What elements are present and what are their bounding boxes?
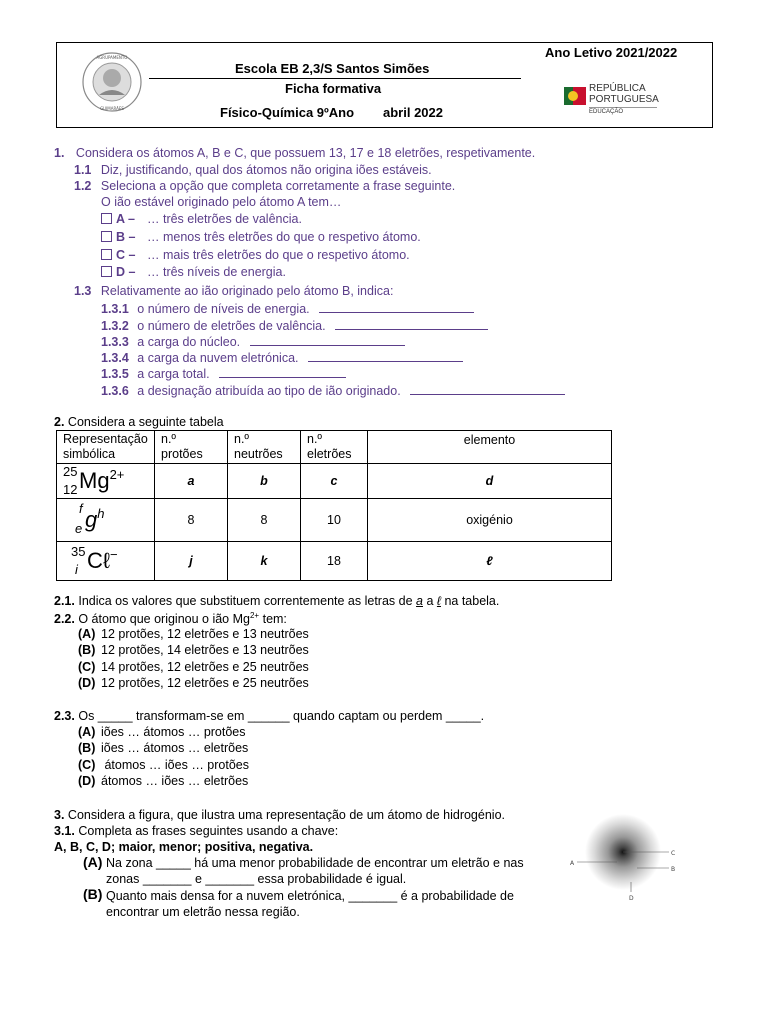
- option-label: (A): [78, 627, 96, 641]
- header-symbolic: Representação simbólica: [57, 431, 155, 464]
- option-label: (D): [78, 774, 96, 788]
- q2-3-option-b[interactable]: [78, 741, 248, 755]
- q1-3-4: [101, 350, 463, 365]
- q3-1-text: Completa as frases seguintes usando a chave:: [78, 824, 339, 838]
- option-text: 14 protões, 12 eletrões e 25 neutrões: [101, 660, 309, 674]
- table-row: [57, 464, 612, 499]
- q1-3-2-number: 1.3.2: [101, 319, 129, 333]
- option-text: iões … átomos … eletrões: [101, 741, 249, 755]
- q2-2: [54, 611, 287, 626]
- q1-3-3-number: 1.3.3: [101, 335, 129, 349]
- q1-3-1-text: o número de níveis de energia.: [137, 302, 310, 316]
- q1-3-text: Relativamente ao ião originado pelo átomo B, indica:: [100, 284, 394, 298]
- cell-protons: 8: [155, 499, 228, 542]
- option-d-text: … três níveis de energia.: [147, 265, 286, 279]
- school-year: Ano Letivo 2021/2022: [545, 45, 678, 60]
- republic-line3: EDUCAÇÃO: [589, 109, 624, 115]
- hydrogen-atom-figure: [565, 810, 685, 905]
- q2: [54, 415, 224, 429]
- sheet-title: Ficha formativa: [285, 81, 382, 96]
- q1-1-text: Diz, justificando, qual dos átomos não origina iões estáveis.: [100, 163, 432, 177]
- table-row: [57, 499, 612, 542]
- atomic-number: e: [75, 521, 83, 536]
- republic-line1: REPÚBLICA: [589, 83, 646, 94]
- ion-charge: h: [97, 506, 105, 521]
- q1-2-option-b[interactable]: [101, 230, 421, 244]
- q1-3-6-text: a designação atribuída ao tipo de ião originado.: [137, 384, 401, 398]
- option-text: átomos … iões … protões: [101, 758, 249, 772]
- q3-1: [54, 824, 338, 838]
- q2-3-option-c[interactable]: [78, 758, 249, 772]
- q1-3-2-text: o número de eletrões de valência.: [137, 319, 326, 333]
- q2-1-number: 2.1.: [54, 594, 75, 608]
- symbol-cell: [57, 499, 155, 542]
- q1-3-3-text: a carga do núcleo.: [137, 335, 241, 349]
- q1-2-stem: O ião estável originado pelo átomo A tem…: [101, 195, 342, 209]
- answer-blank-1-3-6[interactable]: [410, 383, 565, 395]
- q1-2: [74, 179, 455, 193]
- option-label: (B): [78, 643, 96, 657]
- q2-2-text-b: tem:: [262, 612, 287, 627]
- q3-a-line2: zonas _______ e _______ essa probabilidade é igual.: [106, 872, 407, 886]
- q3-key: A, B, C, D; maior, menor; positiva, negativa.: [54, 840, 314, 854]
- mass-number: 25: [63, 464, 78, 479]
- q3-number: 3.: [54, 808, 65, 822]
- q2-2-text-a: O átomo que originou o ião Mg: [78, 612, 250, 627]
- svg-text:GUIMARÃES: GUIMARÃES: [100, 106, 124, 111]
- table-row: [57, 542, 612, 581]
- q1-2-option-d[interactable]: [101, 265, 286, 279]
- q3-b-line2: encontrar um eletrão nessa região.: [106, 905, 300, 919]
- option-text: 12 protões, 12 eletrões e 25 neutrões: [101, 676, 309, 690]
- mass-number: 35: [71, 544, 86, 559]
- answer-blank-1-3-5[interactable]: [219, 366, 346, 378]
- school-name: Escola EB 2,3/S Santos Simões: [235, 61, 430, 76]
- cell-element: ℓ: [368, 542, 612, 581]
- q3-a-line1: Na zona _____ há uma menor probabilidade de encontrar um eletrão e nas: [106, 856, 524, 870]
- q2-1-letter-a: a: [416, 594, 423, 608]
- q1-2-number: 1.2: [74, 179, 92, 193]
- q3-a-label: (A): [83, 854, 103, 870]
- q2-1-mid: a: [426, 594, 434, 608]
- ion-charge: 2+: [109, 467, 125, 482]
- q2-3-number: 2.3.: [54, 709, 75, 723]
- option-text: átomos … iões … eletrões: [101, 774, 249, 788]
- ion-charge: −: [110, 547, 118, 562]
- q2-number: 2.: [54, 415, 65, 429]
- atomic-number: i: [75, 562, 78, 577]
- q1-number: 1.: [54, 146, 65, 160]
- date: abril 2022: [383, 105, 443, 120]
- cell-protons: a: [155, 464, 228, 499]
- q1-3-5-text: a carga total.: [137, 367, 210, 381]
- cell-electrons: c: [301, 464, 368, 499]
- header-divider: [149, 78, 521, 79]
- q1-1-number: 1.1: [74, 163, 92, 177]
- header-protons: n.º protões: [155, 431, 228, 464]
- option-label: (C): [78, 758, 96, 772]
- option-b-text: … menos três eletrões do que o respetivo átomo.: [147, 230, 421, 244]
- q1-3-2: [101, 318, 488, 333]
- option-a-label: A –: [116, 212, 135, 226]
- republic-flag-icon: [564, 85, 586, 107]
- atomic-number: 12: [63, 482, 78, 497]
- checkbox-c[interactable]: [101, 249, 112, 260]
- header-box: [56, 42, 713, 128]
- q1-1: [74, 163, 432, 177]
- option-label: (C): [78, 660, 96, 674]
- q2-3-text: Os _____ transformam-se em ______ quando captam ou perdem _____.: [78, 709, 485, 723]
- q1-3-3: [101, 334, 405, 349]
- q1: [54, 146, 535, 160]
- q2-1: [54, 594, 499, 608]
- header-element: elemento: [368, 431, 612, 464]
- republic-line2: PORTUGUESA: [589, 94, 659, 105]
- q1-3-5: [101, 366, 346, 381]
- q1-3-4-number: 1.3.4: [101, 351, 129, 365]
- element-symbol: Mg: [79, 468, 110, 493]
- q2-1-letter-l: ℓ: [436, 594, 441, 608]
- q1-3-6: [101, 383, 565, 398]
- fig-label-a: A: [570, 860, 575, 867]
- option-label: (A): [78, 725, 96, 739]
- fig-label-c: C: [671, 850, 676, 857]
- cell-element: d: [368, 464, 612, 499]
- q2-2-option-a[interactable]: [78, 627, 309, 641]
- q2-2-charge: 2+: [249, 611, 260, 620]
- cell-element: oxigénio: [368, 499, 612, 542]
- cell-electrons: 10: [301, 499, 368, 542]
- table-header-row: [57, 431, 612, 464]
- option-text: 12 protões, 12 eletrões e 13 neutrões: [101, 627, 309, 641]
- cell-neutrons: 8: [228, 499, 301, 542]
- q1-2-option-a[interactable]: [101, 212, 302, 226]
- option-a-text: … três eletrões de valência.: [147, 212, 302, 226]
- fig-label-d: D: [629, 895, 634, 902]
- q3-1-number: 3.1.: [54, 824, 75, 838]
- checkbox-a[interactable]: [101, 213, 112, 224]
- q1-3-1: [101, 301, 474, 316]
- checkbox-b[interactable]: [101, 231, 112, 242]
- option-text: iões … átomos … protões: [101, 725, 246, 739]
- cell-neutrons: b: [228, 464, 301, 499]
- q3-b-line1: Quanto mais densa for a nuvem eletrónica, _______ é a probabilidade de: [106, 889, 514, 903]
- q3-b-label: (B): [83, 886, 103, 902]
- header-electrons: n.º eletrões: [301, 431, 368, 464]
- q2-2-number: 2.2.: [54, 612, 75, 627]
- symbol-cl: [71, 544, 118, 577]
- fig-label-b: B: [671, 866, 676, 873]
- answer-blank-1-3-4[interactable]: [308, 350, 463, 362]
- q2-1-end: na tabela.: [444, 594, 500, 608]
- cell-neutrons: k: [228, 542, 301, 581]
- q3-text: Considera a figura, que ilustra uma representação de um átomo de hidrogénio.: [67, 808, 505, 822]
- option-d-label: D –: [116, 265, 136, 279]
- school-seal-logo: [81, 51, 143, 113]
- q2-2-option-c[interactable]: [78, 660, 309, 674]
- header-neutrons: n.º neutrões: [228, 431, 301, 464]
- element-symbol: Cℓ: [87, 548, 110, 573]
- q1-3-6-number: 1.3.6: [101, 384, 129, 398]
- subject: Físico-Química 9ºAno: [220, 105, 355, 120]
- answer-blank-1-3-1[interactable]: [319, 301, 474, 313]
- q1-2-option-c[interactable]: [101, 248, 410, 262]
- element-symbol: g: [85, 507, 98, 532]
- q3: [54, 808, 505, 822]
- q1-3-number: 1.3: [74, 284, 92, 298]
- q2-3-option-a[interactable]: [78, 725, 246, 739]
- option-label: (B): [78, 741, 96, 755]
- answer-blank-1-3-2[interactable]: [335, 318, 488, 330]
- symbol-g: [75, 501, 105, 536]
- q1-3-4-text: a carga da nuvem eletrónica.: [137, 351, 299, 365]
- option-label: (D): [78, 676, 96, 690]
- q1-3-5-number: 1.3.5: [101, 367, 129, 381]
- option-text: 12 protões, 14 eletrões e 13 neutrões: [101, 643, 309, 657]
- q2-2-option-d[interactable]: [78, 676, 309, 690]
- q2-2-option-b[interactable]: [78, 643, 309, 657]
- q1-text: Considera os átomos A, B e C, que possuem 13, 17 e 18 eletrões, respetivamente.: [75, 146, 536, 160]
- cell-electrons: 18: [301, 542, 368, 581]
- option-c-label: C –: [116, 248, 136, 262]
- q1-3: [74, 284, 393, 298]
- option-c-text: … mais três eletrões do que o respetivo átomo.: [147, 248, 410, 262]
- q2-3: [54, 709, 484, 723]
- symbol-cell: [57, 542, 155, 581]
- republic-divider: [589, 107, 657, 108]
- q2-3-option-d[interactable]: [78, 774, 248, 788]
- symbol-cell: [57, 464, 155, 499]
- svg-text:AGRUPAMENTO: AGRUPAMENTO: [96, 55, 128, 60]
- mass-number: f: [79, 501, 83, 516]
- checkbox-d[interactable]: [101, 266, 112, 277]
- option-b-label: B –: [116, 230, 136, 244]
- q1-3-1-number: 1.3.1: [101, 302, 129, 316]
- q2-1-text-a: Indica os valores que substituem correntemente as letras de: [78, 594, 413, 608]
- symbol-mg: [63, 464, 125, 497]
- q1-2-text: Seleciona a opção que completa corretamente a frase seguinte.: [100, 179, 456, 193]
- q2-text: Considera a seguinte tabela: [67, 415, 224, 429]
- ions-table: [56, 430, 612, 581]
- answer-blank-1-3-3[interactable]: [250, 334, 405, 346]
- cell-protons: j: [155, 542, 228, 581]
